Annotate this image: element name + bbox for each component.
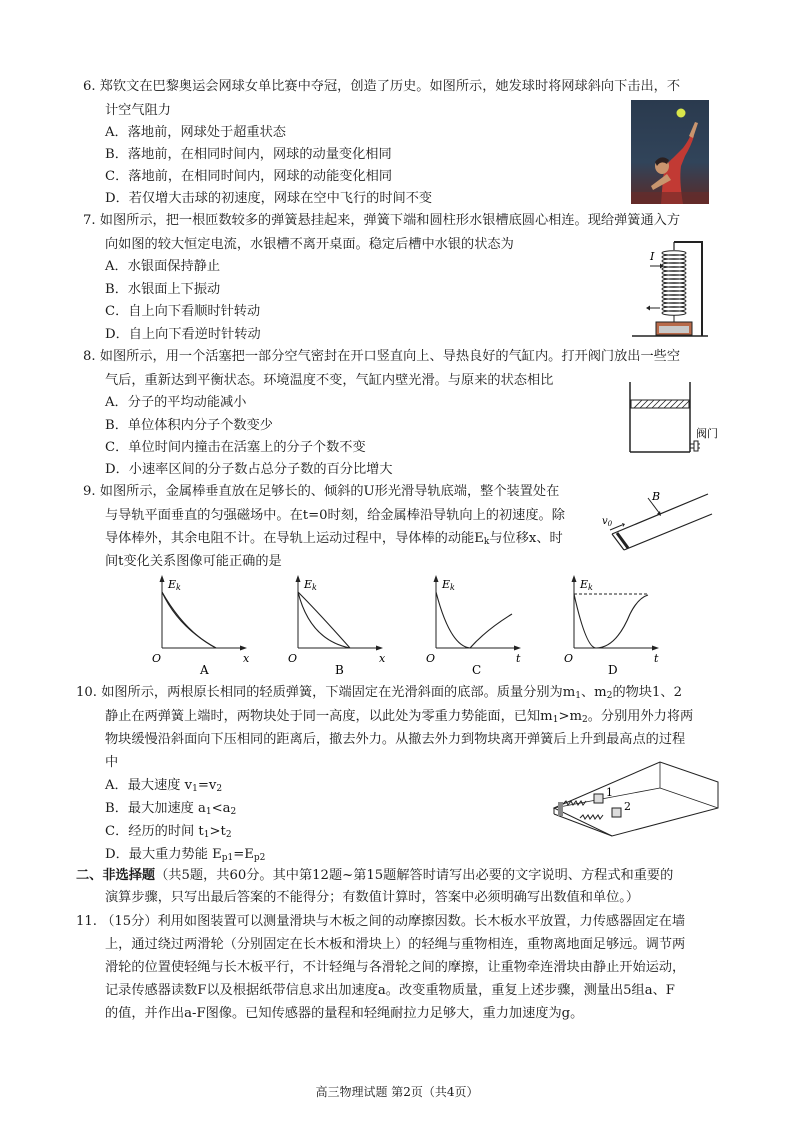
section2-line1: 二、非选择题（共5题，共60分。其中第12题~第15题解答时请写出必要的文字说明、方程式和重要的 bbox=[76, 868, 674, 883]
q8-option-c: C．单位时间内撞击在活塞上的分子个数不变 bbox=[105, 440, 366, 455]
q10-option-d: D．最大重力势能 $E_{p1}=E_{p2}$ bbox=[105, 847, 266, 863]
q9-graphs bbox=[150, 572, 770, 682]
svg-text:Ek: Ek bbox=[442, 578, 455, 592]
q11-line1: 11. （15分）利用如图装置可以测量滑块与木板之间的动摩擦因数。长木板水平放置，力传感器固定在墙 bbox=[76, 914, 686, 929]
svg-text:Ek: Ek bbox=[580, 578, 593, 592]
q6-option-b: B．落地前，在相同时间内，网球的动量变化相同 bbox=[105, 147, 392, 162]
section2-line2: 演算步骤，只写出最后答案的不能得分；有数值计算时，答案中必须明确写出数值和单位。） bbox=[105, 890, 640, 905]
q11-line2: 上，通过绕过两滑轮（分别固定在长木板和滑块上）的轻绳与重物相连，重物离地面足够远。调节两 bbox=[105, 937, 686, 952]
valve-label: 阀门 bbox=[696, 427, 718, 440]
q9-stem-3: 导体棒外，其余电阻不计。在导轨上运动过程中，导体棒的动能$E_k$与位移x、时 bbox=[105, 531, 563, 547]
q9-stem-1: 如图所示，金属棒垂直放在足够长的、倾斜的U形光滑导轨底端，整个装置处在 bbox=[99, 484, 560, 499]
svg-text:Ek: Ek bbox=[168, 578, 181, 592]
q7-option-c: C．自上向下看顺时针转动 bbox=[105, 304, 261, 319]
q7-stem-1: 如图所示，把一根匝数较多的弹簧悬挂起来，弹簧下端和圆柱形水银槽底圆心相连。现给弹簧通入方 bbox=[99, 213, 681, 228]
q8-number: 8. bbox=[83, 349, 96, 364]
q6-option-c: C．落地前，在相同时间内，网球的动能变化相同 bbox=[105, 169, 393, 184]
q10-option-a: A．最大速度 $v_1=v_2$ bbox=[105, 778, 223, 794]
q8-stem-2: 气后，重新达到平衡状态。环境温度不变，气缸内壁光滑。与原来的状态相比 bbox=[105, 373, 554, 388]
q8-stem-1: 如图所示，用一个活塞把一部分空气密封在开口竖直向上、导热良好的气缸内。打开阀门放出一些空 bbox=[99, 349, 681, 364]
q7-number: 7. bbox=[83, 213, 96, 228]
q8-option-b: B．单位体积内分子个数变少 bbox=[105, 418, 273, 433]
q8-line1 bbox=[83, 348, 680, 366]
svg-text:t: t bbox=[516, 652, 521, 665]
rail-figure bbox=[600, 488, 715, 554]
svg-text:O: O bbox=[288, 652, 298, 665]
q11-line4: 记录传感器读数F以及根据纸带信息求出加速度a。改变重物质量，重复上述步骤，测量出5组a、F bbox=[105, 983, 675, 998]
q6-stem-2: 计空气阻力 bbox=[105, 103, 171, 118]
current-label: I bbox=[650, 250, 655, 263]
graph-c bbox=[426, 575, 521, 677]
spring-mercury-figure bbox=[628, 236, 710, 338]
q11-line5: 的值，并作出a-F图像。已知传感器的量程和轻绳耐拉力足够大，重力加速度为g。 bbox=[105, 1006, 584, 1021]
page-footer: 高三物理试题 第2页（共4页） bbox=[315, 1085, 479, 1099]
q6-option-a: A．落地前，网球处于超重状态 bbox=[105, 125, 286, 140]
svg-text:O: O bbox=[152, 652, 162, 665]
q10-option-b: B．最大加速度 $a_1<a_2$ bbox=[105, 801, 237, 817]
q9-stem-2: 与导轨平面垂直的匀强磁场中。在t=0时刻，给金属棒沿导轨向上的初速度。除 bbox=[105, 508, 565, 523]
q8-option-a: A．分子的平均动能减小 bbox=[105, 395, 247, 410]
svg-text:O: O bbox=[564, 652, 574, 665]
q10-number: 10. bbox=[76, 685, 97, 700]
graph-a bbox=[152, 575, 250, 677]
field-label: B bbox=[652, 490, 661, 503]
graph-b bbox=[288, 575, 386, 677]
q7-line1 bbox=[83, 212, 680, 230]
q9-number: 9. bbox=[83, 484, 96, 499]
incline-spring-figure bbox=[550, 758, 725, 838]
q10-stem-2: 静止在两弹簧上端时，两物块处于同一高度，以此处为零重力势能面，已知$m_1>m_2$。分别用外力将两 bbox=[105, 709, 694, 725]
svg-text:O: O bbox=[426, 652, 436, 665]
q10-stem-3: 物块缓慢沿斜面向下压相同的距离后，撤去外力。从撤去外力到物块离开弹簧后上升到最高点的过程 bbox=[105, 732, 686, 747]
q6-line1 bbox=[83, 78, 680, 96]
q10-line1: 10. 如图所示，两根原长相同的轻质弹簧，下端固定在光滑斜面的底部。质量分别为$m_1$、$m_2$的物块1、2 bbox=[76, 685, 682, 701]
velocity-label: $v_0$ bbox=[602, 516, 613, 528]
svg-text:Ek: Ek bbox=[304, 578, 317, 592]
q7-option-d: D．自上向下看逆时针转动 bbox=[105, 327, 261, 342]
q11-number: 11. bbox=[76, 914, 97, 929]
q8-option-d: D．小速率区间的分子数占总分子数的百分比增大 bbox=[105, 462, 393, 477]
q7-stem-2: 向如图的较大恒定电流，水银槽不离开桌面。稳定后槽中水银的状态为 bbox=[105, 237, 514, 252]
graph-d bbox=[564, 575, 659, 677]
graph-a-letter: A bbox=[200, 663, 209, 677]
q6-number: 6. bbox=[83, 79, 96, 94]
q6-option-d: D．若仅增大击球的初速度，网球在空中飞行的时间不变 bbox=[105, 191, 433, 206]
q9-stem-4: 间t变化关系图像可能正确的是 bbox=[105, 554, 282, 569]
graph-d-letter: D bbox=[608, 663, 618, 677]
svg-text:x: x bbox=[243, 652, 250, 665]
q7-option-b: B．水银面上下振动 bbox=[105, 282, 221, 297]
q10-option-c: C．经历的时间 $t_1>t_2$ bbox=[105, 824, 232, 840]
svg-text:x: x bbox=[379, 652, 386, 665]
q10-stem-4: 中 bbox=[105, 755, 119, 770]
cylinder-figure bbox=[628, 380, 728, 460]
q6-stem-1: 郑钦文在巴黎奥运会网球女单比赛中夺冠，创造了历史。如图所示，她发球时将网球斜向下击出，不 bbox=[99, 79, 681, 94]
svg-text:t: t bbox=[654, 652, 659, 665]
block-2-label: 2 bbox=[624, 800, 631, 813]
q11-line3: 滑轮的位置使轻绳与长木板平行，不计轻绳与各滑轮之间的摩擦，让重物牵连滑块由静止开始运动， bbox=[105, 960, 686, 975]
tennis-serve-photo bbox=[631, 100, 709, 204]
graph-b-letter: B bbox=[335, 663, 344, 677]
graph-c-letter: C bbox=[472, 663, 482, 677]
block-1-label: 1 bbox=[606, 786, 613, 799]
q7-option-a: A．水银面保持静止 bbox=[105, 259, 221, 274]
q9-line1 bbox=[83, 483, 559, 501]
section2-title: 二、非选择题 bbox=[76, 868, 156, 883]
